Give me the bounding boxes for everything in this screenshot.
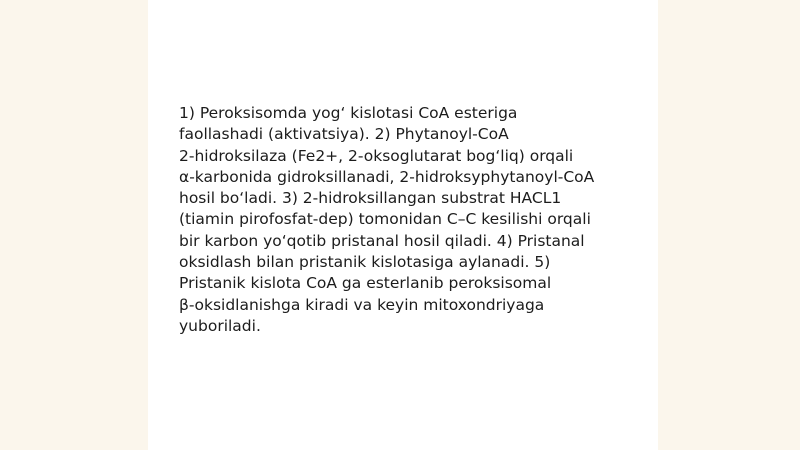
body-paragraph [179,103,629,337]
text-line: (tiamin pirofosfat-dep) tomonidan C–C kesilishi orqali [179,210,591,229]
text-line: Pristanik kislota CoA ga esterlanib peroksisomal [179,274,552,293]
text-line: α-karbonida gidroksillanadi, 2-hidroksyphytanoyl-CoA [179,167,595,186]
text-line: β-oksidlanishga kiradi va keyin mitoxondriyaga [179,295,545,314]
text-line: hosil bo‘ladi. 3) 2-hidroksillangan substrat HACL1 [179,189,562,208]
text-line: faollashadi (aktivatsiya). 2) Phytanoyl-CoA [179,125,509,144]
text-line: 1) Peroksisomda yog‘ kislotasi CoA esteriga [179,104,518,122]
text-line: yuboriladi. [179,316,261,335]
text-line: oksidlash bilan pristanik kislotasiga aylanadi. 5) [179,253,551,272]
text-line: bir karbon yo‘qotib pristanal hosil qiladi. 4) Pristanal [179,231,585,250]
text-line: 2-hidroksilaza (Fe2+, 2-oksoglutarat bog‘liq) orqali [179,146,574,165]
document-page [148,0,658,450]
